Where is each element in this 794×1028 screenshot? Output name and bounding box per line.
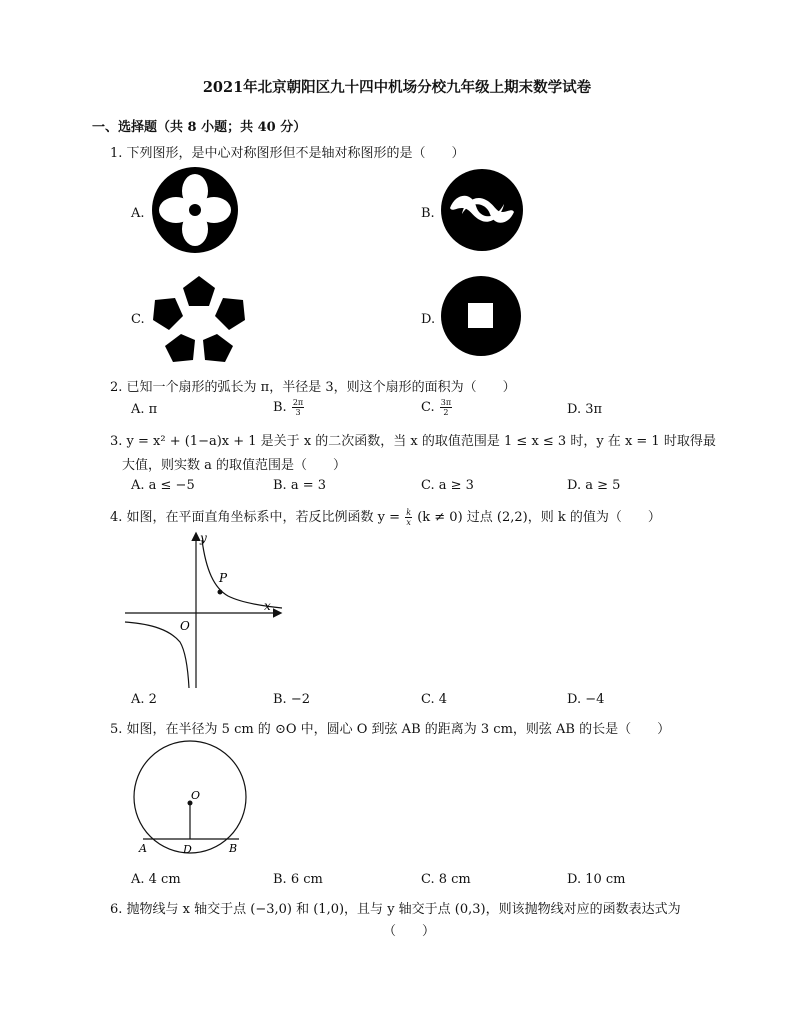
q2-option-d: D. 3π [567, 402, 603, 417]
q1-option-b-label: B. [421, 206, 435, 221]
q5-option-b: B. 6 cm [273, 872, 323, 887]
q4-option-b: B. −2 [273, 692, 310, 707]
q5-label-d: D [183, 843, 192, 856]
q4-stem-post: (k ≠ 0) 过点 (2,2)，则 k 的值为（ ） [417, 510, 661, 525]
q3-option-c: C. a ≥ 3 [421, 478, 474, 493]
question-4-stem [110, 506, 661, 527]
q1-option-c-figure [151, 272, 247, 362]
q5-label-b: B [229, 842, 238, 855]
question-6-line-1: 6. 抛物线与 x 轴交于点 (−3,0) 和 (1,0)，且与 y 轴交于点 (0,3)，则该抛物线对应的函数表达式为 [110, 902, 681, 917]
q2-option-b-fraction [292, 398, 304, 417]
q2-option-a: A. π [131, 402, 158, 417]
q2-b-numerator: 2π [292, 398, 304, 407]
q1-option-d-figure [440, 275, 522, 357]
question-1-stem: 1. 下列图形，是中心对称图形但不是轴对称图形的是（ ） [110, 146, 465, 161]
q2-option-b-prefix: B. [273, 400, 287, 415]
q4-curve-first-quadrant [202, 540, 282, 608]
q4-option-a: A. 2 [131, 692, 157, 707]
q4-label-y: y [200, 531, 207, 545]
page-title: 2021年北京朝阳区九十四中机场分校九年级上期末数学试卷 [202, 79, 592, 96]
q4-stem-pre: 4. 如图，在平面直角坐标系中，若反比例函数 y = [110, 510, 401, 525]
q4-option-c: C. 4 [421, 692, 448, 707]
q4-label-o: O [180, 619, 190, 633]
q4-label-x: x [264, 599, 271, 613]
q1-option-a-label: A. [131, 206, 145, 221]
question-3-line-1: 3. y = x² + (1−a)x + 1 是关于 x 的二次函数，当 x 的取值范围是 1 ≤ x ≤ 3 时，y 在 x = 1 时取得最 [110, 434, 716, 449]
q2-option-c-prefix: C. [421, 400, 435, 415]
q2-option-c [421, 398, 453, 417]
q1-option-d-label: D. [421, 312, 436, 327]
q2-c-numerator: 3π [440, 398, 452, 407]
q4-fraction [405, 508, 412, 527]
q4-fraction-numerator: k [406, 508, 412, 517]
q5-option-a: A. 4 cm [131, 872, 181, 887]
q5-label-o: O [191, 789, 201, 802]
q1-option-b-figure [440, 168, 524, 252]
q3-option-a: A. a ≤ −5 [131, 478, 195, 493]
q5-option-c: C. 8 cm [421, 872, 471, 887]
q2-option-c-fraction [440, 398, 452, 417]
q2-b-denominator: 3 [295, 408, 301, 417]
q4-point-p [218, 590, 223, 595]
question-3-line-2: 大值，则实数 a 的取值范围是（ ） [122, 458, 347, 473]
q2-option-b [273, 398, 305, 417]
q4-fraction-denominator: x [406, 518, 411, 527]
q4-option-d: D. −4 [567, 692, 605, 707]
q5-label-a: A [139, 842, 147, 855]
q2-c-denominator: 2 [443, 408, 449, 417]
q3-option-d: D. a ≥ 5 [567, 478, 621, 493]
q4-hyperbola-graph [122, 530, 284, 690]
q4-label-p: P [219, 571, 228, 585]
q5-option-d: D. 10 cm [567, 872, 626, 887]
question-6-line-2: （ ） [383, 924, 436, 939]
question-5-stem: 5. 如图，在半径为 5 cm 的 ⊙O 中，圆心 O 到弦 AB 的距离为 3 cm，则弦 AB 的长是（ ） [110, 722, 671, 737]
q3-option-b: B. a = 3 [273, 478, 326, 493]
section-heading: 一、选择题（共 8 小题；共 40 分） [92, 120, 307, 135]
question-2-stem: 2. 已知一个扇形的弧长为 π，半径是 3，则这个扇形的面积为（ ） [110, 380, 516, 395]
q1-option-c-label: C. [131, 312, 145, 327]
q1-option-a-figure [151, 166, 239, 254]
q5-circle-diagram [128, 740, 250, 858]
